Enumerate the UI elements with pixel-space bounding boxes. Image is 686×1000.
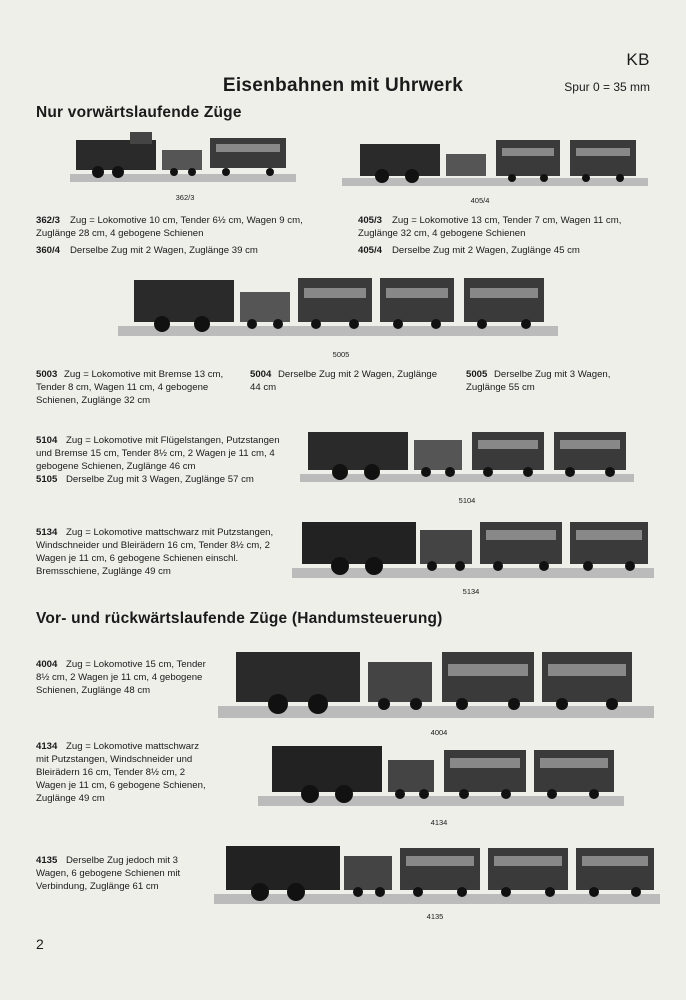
caption-4004: 4004 bbox=[430, 728, 448, 737]
train-illustration-4004 bbox=[218, 644, 654, 724]
corner-label: KB bbox=[626, 50, 650, 69]
train-illustration-4134 bbox=[258, 738, 624, 810]
entry-5004: 5004 Derselbe Zug mit 2 Wagen, Zuglänge 44 cm bbox=[250, 369, 438, 393]
train-illustration-5005 bbox=[118, 272, 558, 340]
entry-4135: 4135 Derselbe Zug jedoch mit 3 Wagen, 6 gebogene Schienen mit Verbindung, Zuglänge 61 cm bbox=[36, 855, 181, 892]
caption-4134: 4134 bbox=[430, 818, 448, 827]
caption-5134: 5134 bbox=[462, 587, 480, 596]
entry-5104: 5104 Zug = Lokomotive mit Flügelstangen, Putzstangen und Bremse 15 cm, Tender 8½ cm, 2 Wagen je 11 cm, 4 gebogene Schienen, Zuglänge 46 cm bbox=[36, 435, 280, 472]
train-illustration-362 bbox=[70, 128, 296, 190]
section-heading-reversible: Vor- und rückwärtslaufende Züge (Handumsteuerung) bbox=[36, 610, 443, 627]
entry-362-3: 362/3 Zug = Lokomotive 10 cm, Tender 6½ cm, Wagen 9 cm, Zuglänge 28 cm, 4 gebogene Schienen bbox=[36, 215, 303, 239]
entry-5005: 5005 Derselbe Zug mit 3 Wagen, Zuglänge 55 cm bbox=[466, 369, 611, 393]
caption-5104: 5104 bbox=[458, 496, 476, 505]
entry-5105: 5105 Derselbe Zug mit 3 Wagen, Zuglänge 57 cm bbox=[36, 474, 254, 485]
entry-5003: 5003 Zug = Lokomotive mit Bremse 13 cm, Tender 8 cm, Wagen 11 cm, 4 gebogene Schienen, Zuglänge 32 cm bbox=[36, 369, 224, 406]
train-illustration-5104 bbox=[300, 424, 634, 488]
section-heading-forward: Nur vorwärtslaufende Züge bbox=[36, 104, 242, 121]
page-title: Eisenbahnen mit Uhrwerk bbox=[222, 75, 464, 96]
gauge-label: Spur 0 = 35 mm bbox=[564, 80, 650, 94]
train-illustration-5134 bbox=[292, 512, 654, 582]
entry-405-4: 405/4 Derselbe Zug mit 2 Wagen, Zuglänge 45 cm bbox=[358, 245, 580, 256]
caption-405: 405/4 bbox=[470, 196, 490, 205]
train-illustration-405 bbox=[342, 136, 648, 192]
caption-4135: 4135 bbox=[426, 912, 444, 921]
entry-405-3: 405/3 Zug = Lokomotive 13 cm, Tender 7 cm, Wagen 11 cm, Zuglänge 32 cm, 4 gebogene Schienen bbox=[358, 215, 622, 239]
entry-360-4: 360/4 Derselbe Zug mit 2 Wagen, Zuglänge 39 cm bbox=[36, 245, 258, 256]
entry-4004: 4004 Zug = Lokomotive 15 cm, Tender 8½ cm, 2 Wagen je 11 cm, 4 gebogene Schienen, Zuglänge 48 cm bbox=[36, 659, 206, 696]
entry-4134: 4134 Zug = Lokomotive mattschwarz mit Putzstangen, Windschneider und Bleirädern 16 cm, Tender 8½ cm, 2 Wagen je 11 cm, 6 gebogene Schienen, Zuglänge 49 cm bbox=[36, 741, 206, 804]
caption-5005: 5005 bbox=[332, 350, 350, 359]
caption-362: 362/3 bbox=[175, 193, 195, 202]
entry-5134: 5134 Zug = Lokomotive mattschwarz mit Putzstangen, Windschneider und Bleirädern 16 cm, Tender 8½ cm, 2 Wagen je 11 cm, 6 gebogene Schienen einschl. Bremsschiene, Zuglänge 49 cm bbox=[36, 527, 274, 577]
page-number: 2 bbox=[36, 936, 44, 952]
train-illustration-4135 bbox=[214, 838, 660, 908]
